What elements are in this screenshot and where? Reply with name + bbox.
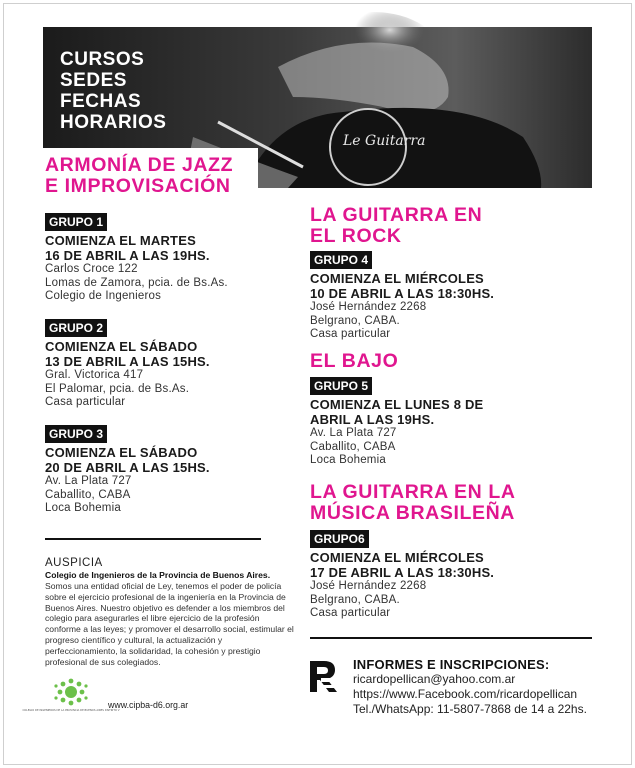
start-line: 16 DE ABRIL A LAS 19HS. bbox=[45, 248, 210, 263]
start-date bbox=[45, 445, 285, 475]
header-line-3: FECHAS bbox=[60, 91, 142, 112]
start-line: COMIENZA EL MIÉRCOLES bbox=[310, 550, 484, 565]
rp-logo-icon bbox=[307, 658, 343, 696]
address-line: Colegio de Ingenieros bbox=[45, 290, 162, 302]
start-date bbox=[310, 397, 580, 427]
course-title-line: MÚSICA BRASILEÑA bbox=[310, 502, 515, 524]
address-line: Belgrano, CABA. bbox=[310, 593, 400, 606]
course-title bbox=[310, 205, 580, 247]
logo-caption: COLEGIO DE INGENIEROS DE LA PROVINCIA DE BUENOS AIRES DISTRITO V bbox=[22, 709, 120, 712]
address-line: Loca Bohemia bbox=[45, 502, 121, 514]
start-line: 13 DE ABRIL A LAS 15HS. bbox=[45, 354, 210, 369]
address-line: Av. La Plata 727 bbox=[45, 475, 132, 487]
tshirt-print: Le Guitarra bbox=[343, 133, 426, 149]
address-line: Av. La Plata 727 bbox=[310, 427, 397, 439]
address bbox=[310, 427, 580, 468]
start-line: 20 DE ABRIL A LAS 15HS. bbox=[45, 460, 210, 475]
contact-block bbox=[353, 657, 587, 717]
sponsor-description: Somos una entidad oficial de Ley, tenemos el poder de policía sobre el ejercicio profesional de la ingeniería en la Provincia de Buenos Aires. Nuestro objetivo es defender a los miembros del colegio para asegurarles el libre ejercicio de la profesión conforme a las leyes; y promover el desarrollo social, estimular el progreso científico y cultural, la actualización y perfeccionamiento, la solidaridad, la cohesión y prestigio profesional de sus colegiados. bbox=[45, 581, 294, 667]
address bbox=[310, 580, 580, 621]
group-badge: GRUPO6 bbox=[310, 530, 369, 548]
start-date bbox=[310, 550, 580, 580]
address bbox=[45, 475, 285, 516]
course-title bbox=[310, 351, 580, 372]
group-badge: GRUPO 3 bbox=[45, 425, 107, 443]
sponsor-name: Colegio de Ingenieros de la Provincia de Buenos Aires. bbox=[45, 570, 271, 580]
course-title-line: ARMONÍA DE JAZZ bbox=[45, 154, 234, 176]
group-badge: GRUPO 4 bbox=[310, 251, 372, 269]
address-line: José Hernández 2268 bbox=[310, 301, 427, 313]
sponsor-website: www.cipba-d6.org.ar bbox=[108, 700, 189, 710]
cipba-logo-icon bbox=[22, 678, 120, 718]
contact-phone: Tel./WhatsApp: 11-5807-7868 de 14 a 22hs. bbox=[353, 702, 587, 716]
start-date bbox=[45, 233, 285, 263]
course-jazz bbox=[45, 155, 275, 197]
course-title-line: E IMPROVISACIÓN bbox=[45, 175, 231, 197]
address-line: Loca Bohemia bbox=[310, 454, 386, 466]
group-badge: GRUPO 2 bbox=[45, 319, 107, 337]
start-line: COMIENZA EL MARTES bbox=[45, 233, 196, 248]
contact-title: INFORMES E INSCRIPCIONES: bbox=[353, 657, 550, 672]
start-line: 17 DE ABRIL A LAS 18:30HS. bbox=[310, 565, 495, 580]
contact-email[interactable]: ricardopellican@yahoo.com.ar bbox=[353, 672, 516, 686]
start-line: COMIENZA EL SÁBADO bbox=[45, 445, 198, 460]
address bbox=[310, 301, 580, 342]
address-line: Casa particular bbox=[310, 607, 391, 619]
address-line: Lomas de Zamora, pcia. de Bs.As. bbox=[45, 276, 228, 289]
group-2 bbox=[45, 319, 285, 410]
course-brasil bbox=[310, 482, 590, 524]
course-title-line: LA GUITARRA EN LA bbox=[310, 481, 516, 503]
address-line: Caballito, CABA bbox=[310, 440, 396, 453]
divider bbox=[310, 637, 592, 639]
start-date bbox=[310, 271, 580, 301]
group-1 bbox=[45, 213, 285, 304]
address-line: José Hernández 2268 bbox=[310, 580, 427, 592]
course-title-line: EL ROCK bbox=[310, 225, 402, 247]
group-3 bbox=[45, 425, 285, 516]
header-line-1: CURSOS bbox=[60, 49, 145, 70]
header-line-4: HORARIOS bbox=[60, 112, 167, 133]
address-line: Casa particular bbox=[310, 328, 391, 340]
address-line: Belgrano, CABA. bbox=[310, 314, 400, 327]
course-title-line: EL BAJO bbox=[310, 350, 399, 372]
start-line: 10 DE ABRIL A LAS 18:30HS. bbox=[310, 286, 495, 301]
course-title-line: LA GUITARRA EN bbox=[310, 204, 483, 226]
header-title bbox=[60, 49, 166, 133]
address-line: Caballito, CABA bbox=[45, 488, 131, 501]
start-date bbox=[45, 339, 285, 369]
start-line: COMIENZA EL SÁBADO bbox=[45, 339, 198, 354]
course-bajo bbox=[310, 351, 580, 372]
start-line: COMIENZA EL MIÉRCOLES bbox=[310, 271, 484, 286]
group-badge: GRUPO 1 bbox=[45, 213, 107, 231]
course-title bbox=[45, 155, 275, 197]
group-badge: GRUPO 5 bbox=[310, 377, 372, 395]
address bbox=[45, 369, 285, 410]
divider bbox=[45, 538, 261, 540]
address-line: Casa particular bbox=[45, 396, 126, 408]
header-line-2: SEDES bbox=[60, 70, 127, 91]
group-5 bbox=[310, 377, 580, 468]
contact-facebook[interactable]: https://www.Facebook.com/ricardopellican bbox=[353, 687, 578, 701]
sponsor-heading: AUSPICIA bbox=[45, 557, 103, 569]
address-line: El Palomar, pcia. de Bs.As. bbox=[45, 382, 190, 395]
group-4 bbox=[310, 251, 580, 342]
course-rock bbox=[310, 205, 580, 247]
address-line: Carlos Croce 122 bbox=[45, 263, 138, 275]
start-line: ABRIL A LAS 19HS. bbox=[310, 412, 435, 427]
course-title bbox=[310, 482, 590, 524]
address-line: Gral. Victorica 417 bbox=[45, 369, 144, 381]
start-line: COMIENZA EL LUNES 8 DE bbox=[310, 397, 484, 412]
group-6 bbox=[310, 530, 580, 621]
address bbox=[45, 263, 285, 304]
